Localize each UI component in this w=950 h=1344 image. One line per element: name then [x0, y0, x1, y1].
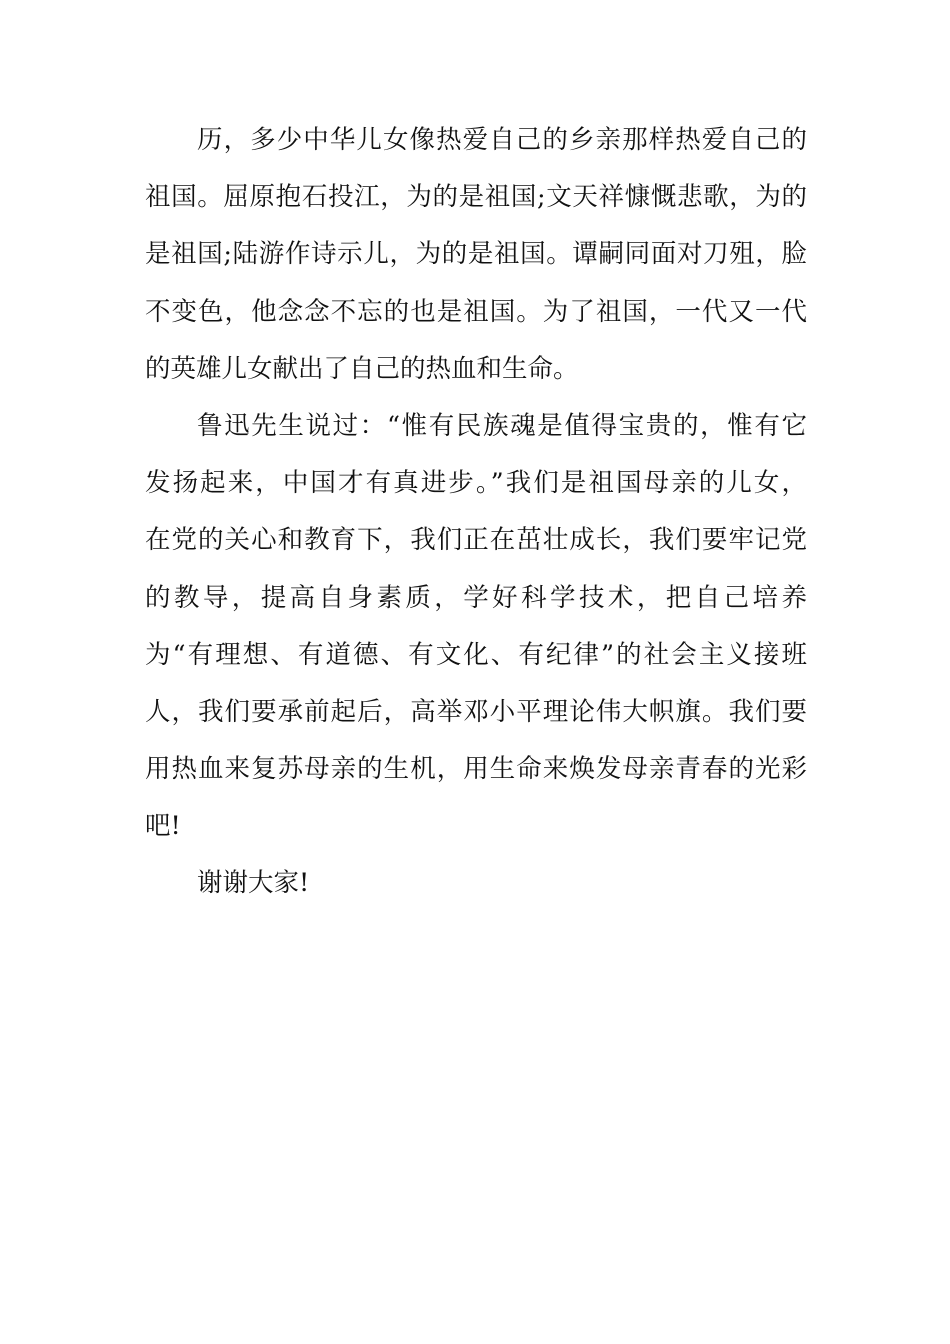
paragraph-line: 历，多少中华儿女像热爱自己的乡亲那样热爱自己的 [197, 125, 807, 155]
paragraph-line: 在党的关心和教育下，我们正在茁壮成长，我们要牢记党 [145, 525, 807, 556]
paragraph-line: 是祖国;陆游作诗示儿，为的是祖国。谭嗣同面对刀殂，脸 [145, 239, 807, 270]
paragraph-line: 的教导，提高自身素质，学好科学技术，把自己培养 [145, 582, 807, 613]
paragraph-line: 发扬起来，中国才有真进步。”我们是祖国母亲的儿女， [145, 468, 807, 499]
paragraph-1 [145, 112, 807, 398]
document-body [145, 112, 807, 913]
paragraph-line: 的英雄儿女献出了自己的热血和生命。 [145, 353, 579, 384]
paragraph-line: 鲁迅先生说过：“惟有民族魂是值得宝贵的，惟有它 [197, 410, 807, 441]
closing-line: 谢谢大家! [197, 868, 310, 899]
paragraph-2 [145, 398, 807, 856]
paragraph-line: 为“有理想、有道德、有文化、有纪律”的社会主义接班 [145, 639, 807, 670]
paragraph-line: 祖国。屈原抱石投江，为的是祖国;文天祥慷慨悲歌，为的 [145, 182, 807, 213]
paragraph-line: 不变色，他念念不忘的也是祖国。为了祖国，一代又一代 [145, 296, 807, 327]
paragraph-3 [145, 855, 807, 912]
paragraph-line: 吧! [145, 811, 181, 842]
paragraph-line: 用热血来复苏母亲的生机，用生命来焕发母亲青春的光彩 [145, 754, 807, 785]
paragraph-line: 人，我们要承前起后，高举邓小平理论伟大帜旗。我们要 [145, 696, 807, 727]
